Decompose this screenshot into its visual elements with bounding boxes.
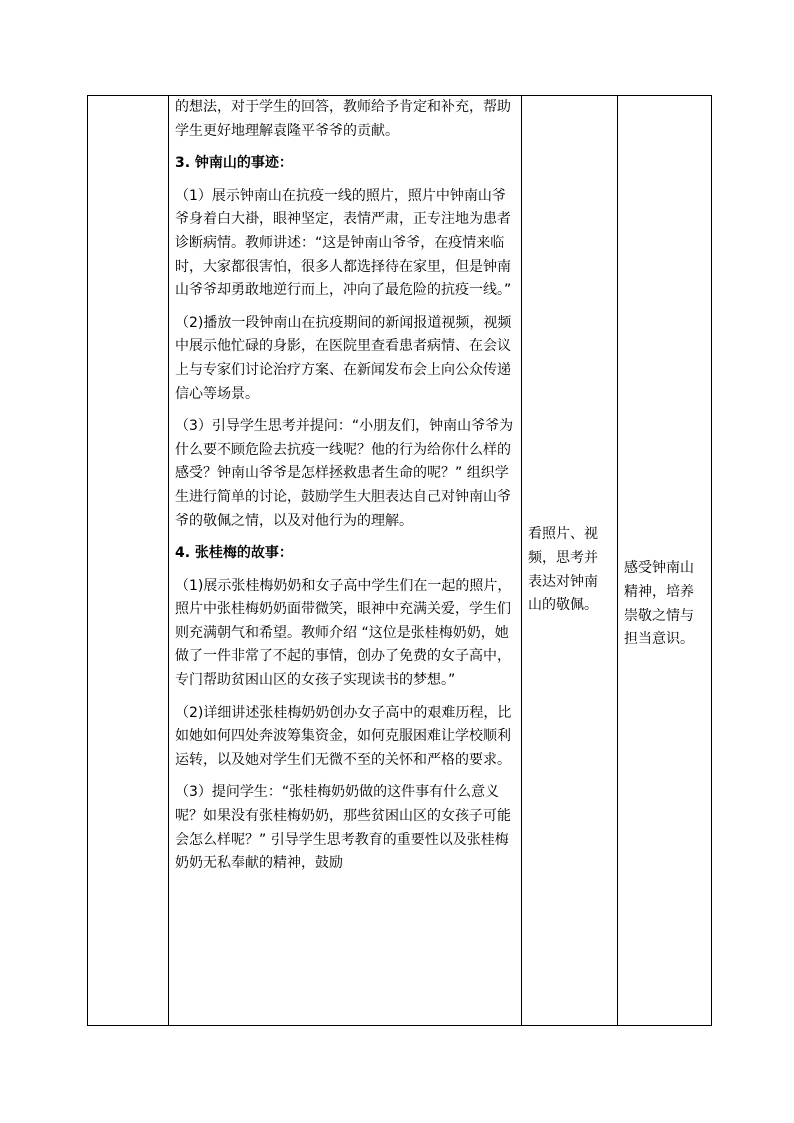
teaching-process-content [169, 96, 521, 876]
paragraph: （3）引导学生思考并提问：“小朋友们，钟南山爷爷为什么要不顾危险去抗疫一线呢？他的行为给你什么样的感受？钟南山爷爷是怎样拯救患者生命的呢？” 组织学生进行简单的讨论，鼓励学生大胆表达自己对钟南山爷爷的敬佩之情，以及对他行为的理解。 [175, 418, 514, 529]
lesson-plan-table [87, 95, 712, 1026]
paragraph: （1）展示钟南山在抗疫一线的照片，照片中钟南山爷爷身着白大褂，眼神坚定，表情严肃，正专注地为患者诊断病情。教师讲述：“这是钟南山爷爷，在疫情来临时，大家都很害怕，很多人都选择待在家里，但是钟南山爷爷却勇敢地逆行而上，冲向了最危险的抗疫一线。” [175, 187, 512, 299]
paragraph: （3）提问学生：“张桂梅奶奶做的这件事有什么意义呢？如果没有张桂梅奶奶，那些贫困山区的女孩子可能会怎么样呢？” 引导学生思考教育的重要性以及张桂梅奶奶无私奉献的精神，鼓励 [175, 784, 511, 872]
design-intent-text: 感受钟南山精神，培养崇敬之情与担当意识。 [624, 560, 694, 648]
design-intent-cell [618, 96, 712, 1026]
student-activity-text: 看照片、视频，思考并表达对钟南山的敬佩。 [528, 526, 598, 614]
section-heading: 3. 钟南山的事迹： [175, 155, 293, 172]
paragraph: （2)详细讲述张桂梅奶奶创办女子高中的艰难历程，比如她如何四处奔波筹集资金，如何克服困难让学校顺利运转，以及她对学生们无微不至的关怀和严格的要求。 [175, 704, 512, 768]
paragraph: （2)播放一段钟南山在抗疫期间的新闻报道视频，视频中展示他忙碌的身影，在医院里查看患者病情、在会议上与专家们讨论治疗方案、在新闻发布会上向公众传递信心等场景。 [175, 314, 512, 402]
paragraph: 的想法，对于学生的回答，教师给予肯定和补充，帮助学生更好地理解袁隆平爷爷的贡献。 [175, 99, 511, 139]
paragraph: （1)展示张桂梅奶奶和女子高中学生们在一起的照片，照片中张桂梅奶奶面带微笑，眼神中充满关爱，学生们则充满朝气和希望。教师介绍 “这位是张桂梅奶奶，她做了一件非常了不起的事情，创办了免费的女子高中，专门帮助贫困山区的女孩子实现读书的梦想。” [175, 577, 512, 689]
section-heading: 4. 张桂梅的故事： [175, 545, 293, 562]
student-activity-cell [522, 96, 618, 1026]
table-row [88, 96, 712, 1026]
teaching-process-cell [169, 96, 522, 1026]
stage-column-cell [88, 96, 169, 1026]
